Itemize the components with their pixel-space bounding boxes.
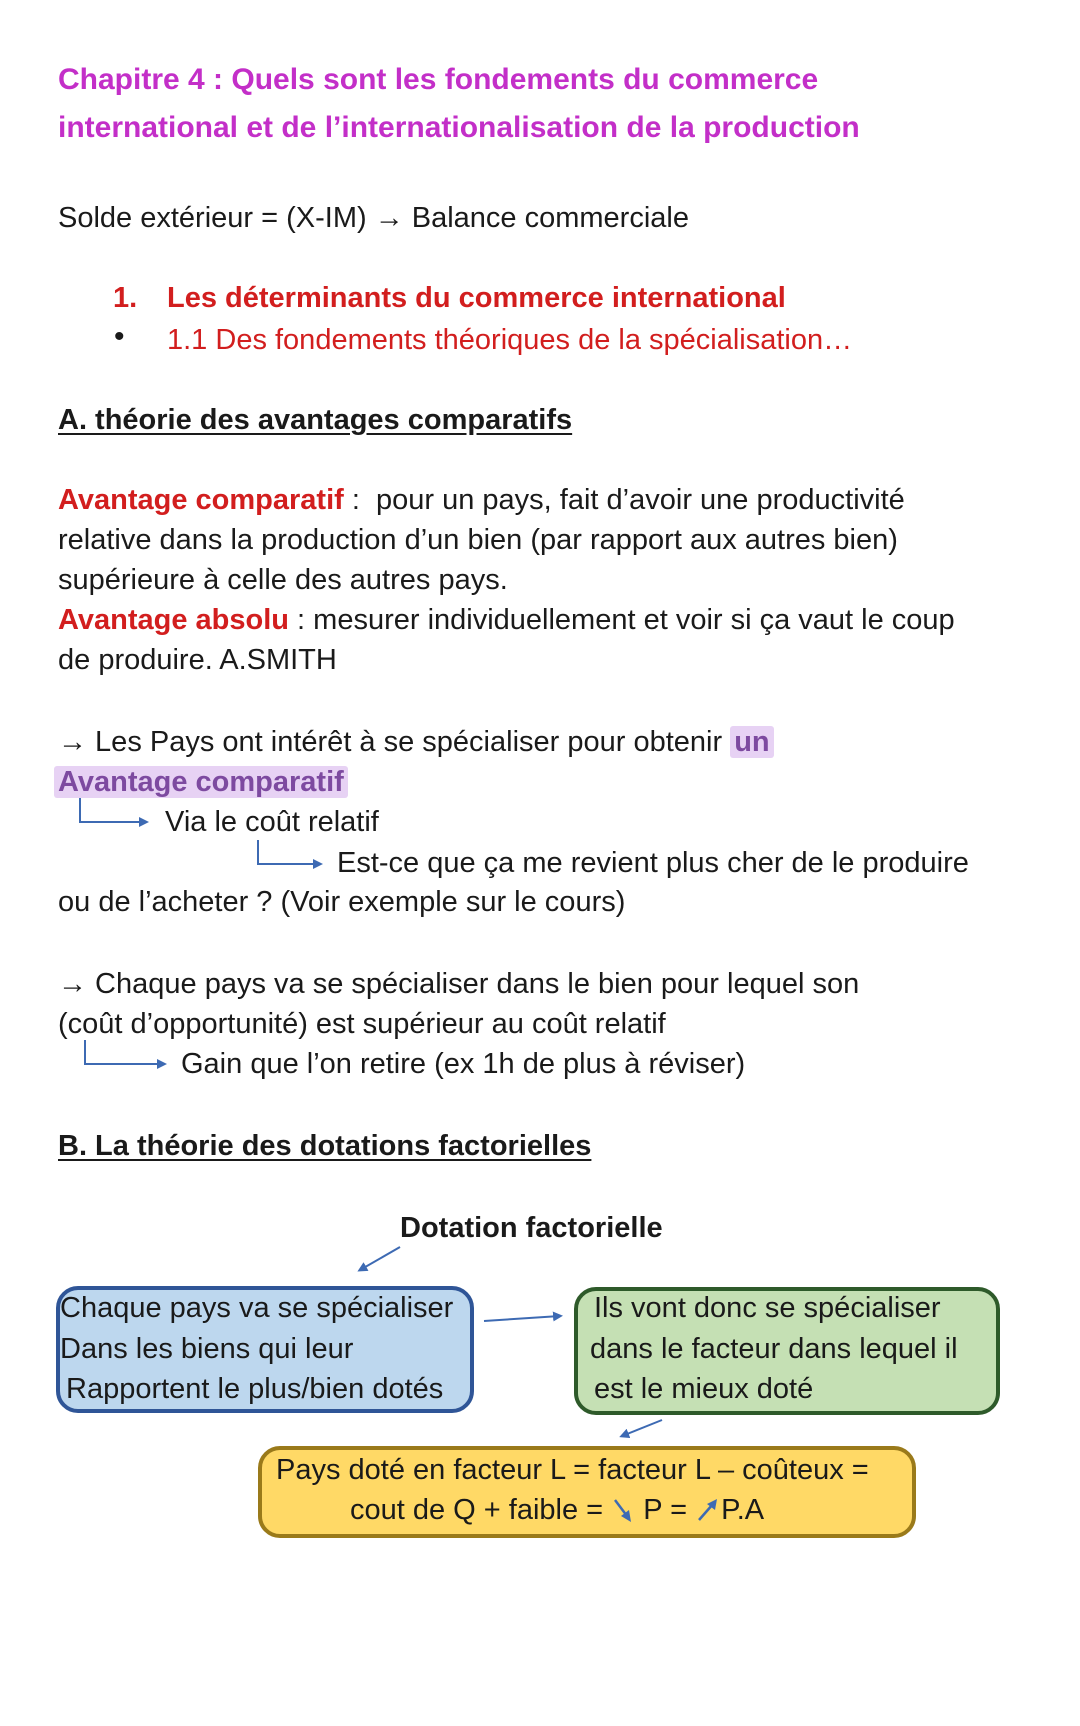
arrow-green-to-yellow [622,1420,662,1436]
box-blue-line1: Chaque pays va se spécialiser [60,1292,454,1324]
via-cout-relatif: Via le coût relatif [165,806,379,838]
specialise-line1: → Chaque pays va se spécialiser dans le bien pour lequel son [58,968,860,1000]
bullet-icon: • [114,320,125,353]
box-blue-line2: Dans les biens qui leur [60,1333,354,1365]
highlight-avantage-comparatif: Avantage comparatif [54,766,348,798]
box-yellow-line2: cout de Q + faible = P = P.A [350,1494,765,1526]
box-green-line3: est le mieux doté [594,1373,814,1405]
term-avantage-absolu: Avantage absolu [58,604,289,636]
section1-number: 1. [113,282,138,314]
section1-bullet-text: 1.1 Des fondements théoriques de la spécialisation… [167,324,853,356]
def-absolu-line1: Avantage absolu : mesurer individuellement et voir si ça vaut le coup [58,604,955,636]
def-comparatif-line3: supérieure à celle des autres pays. [58,564,508,596]
arrow-to-blue-box [360,1247,400,1270]
term-avantage-comparatif: Avantage comparatif [58,484,344,516]
def-comparatif-line1: Avantage comparatif : pour un pays, fait d’avoir une productivité [58,484,905,516]
diagram-title: Dotation factorielle [400,1212,663,1244]
chapter-title-line1: Chapitre 4 : Quels sont les fondements du commerce [58,63,819,96]
highlight-un: un [730,726,773,758]
solde-formula: Solde extérieur = (X-IM) → Balance commerciale [58,202,689,234]
chapter-title-line2: international et de l’internationalisation de la production [58,111,860,144]
question-line2: ou de l’acheter ? (Voir exemple sur le cours) [58,886,626,918]
box-yellow-line1: Pays doté en facteur L = facteur L – coûteux = [276,1454,869,1486]
interest-line2 [54,762,348,802]
box-green-line2: dans le facteur dans lequel il [590,1333,958,1365]
section1-title: Les déterminants du commerce international [167,282,786,314]
specialise-line2: (coût d’opportunité) est supérieur au coût relatif [58,1008,666,1040]
gain-line: Gain que l’on retire (ex 1h de plus à réviser) [181,1048,746,1080]
section-a-heading: A. théorie des avantages comparatifs [58,404,573,436]
question-line1: Est-ce que ça me revient plus cher de le produire [337,847,969,879]
def-absolu-line2: de produire. A.SMITH [58,644,337,676]
arrow-up-icon [695,1495,721,1523]
arrow-down-icon [611,1495,635,1523]
section-b-heading: B. La théorie des dotations factorielles [58,1130,592,1162]
box-blue-line3: Rapportent le plus/bien dotés [66,1373,444,1405]
arrow-blue-to-green [484,1316,560,1321]
elbow-arrow-question [258,840,320,864]
interest-line1: → Les Pays ont intérêt à se spécialiser pour obtenir un [58,722,774,762]
def-comparatif-line2: relative dans la production d’un bien (par rapport aux autres bien) [58,524,898,556]
box-green-line1: Ils vont donc se spécialiser [594,1292,941,1324]
